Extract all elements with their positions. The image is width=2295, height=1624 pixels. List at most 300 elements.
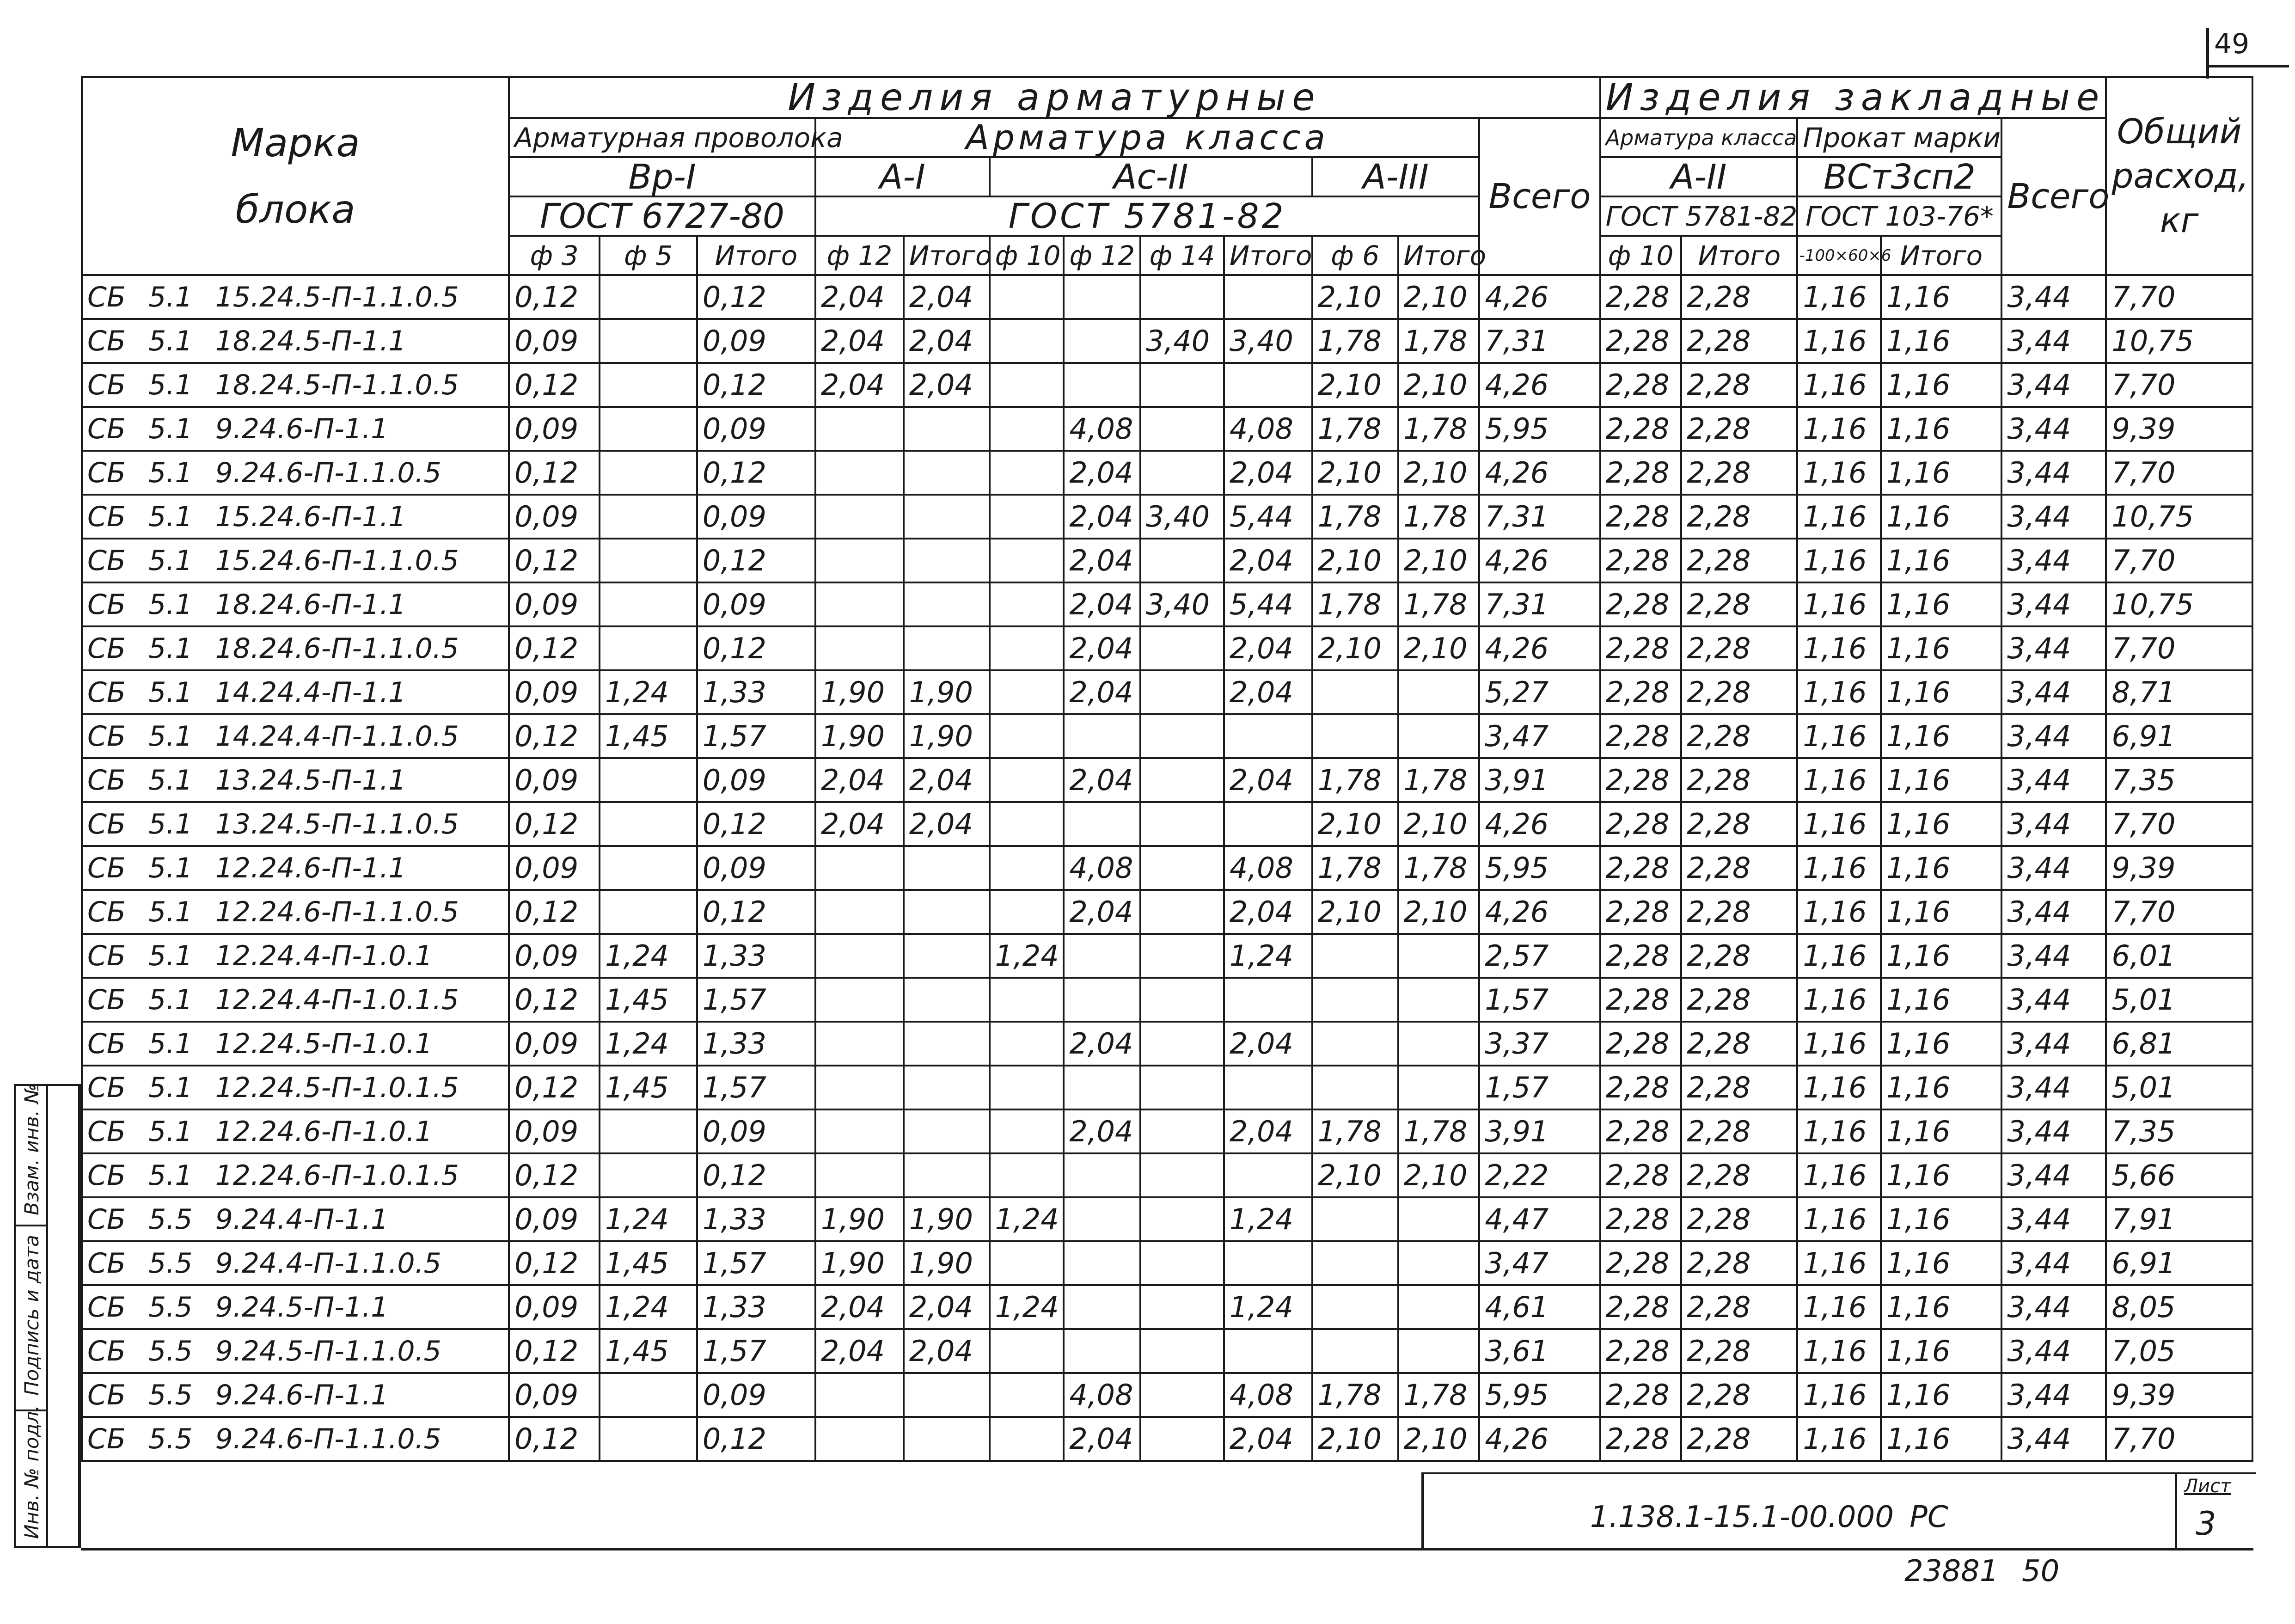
- table-cell: 1,24: [600, 1022, 697, 1066]
- table-cell: 1,33: [697, 1197, 815, 1241]
- table-cell: 5,01: [2106, 978, 2252, 1022]
- table-cell: 1,16: [1881, 319, 2001, 363]
- table-cell: 1,78: [1398, 495, 1480, 539]
- table-cell: 0,09: [509, 1022, 600, 1066]
- table-cell: [815, 1417, 904, 1461]
- table-cell: [990, 319, 1064, 363]
- table-cell: [1140, 758, 1224, 802]
- table-cell: 1,24: [600, 670, 697, 714]
- table-cell: 1,16: [1797, 495, 1881, 539]
- table-cell: [1224, 1329, 1312, 1373]
- table-cell: 10,75: [2106, 319, 2252, 363]
- block-mark: СБ 5.5 9.24.5-П-1.1: [82, 1285, 509, 1329]
- col-a3-total-header: Итого: [1398, 236, 1480, 275]
- table-cell: 2,04: [1224, 626, 1312, 670]
- table-row: [82, 1329, 2252, 1373]
- table-cell: [904, 539, 990, 582]
- table-cell: 4,08: [1224, 407, 1312, 451]
- table-cell: 2,28: [1681, 582, 1797, 626]
- table-cell: [600, 582, 697, 626]
- table-cell: 1,16: [1881, 495, 2001, 539]
- table-cell: [815, 582, 904, 626]
- table-cell: 1,24: [1224, 1197, 1312, 1241]
- table-cell: 2,10: [1312, 1153, 1398, 1197]
- table-cell: 1,16: [1797, 1417, 1881, 1461]
- table-cell: 1,16: [1881, 758, 2001, 802]
- table-cell: 2,28: [1681, 539, 1797, 582]
- table-cell: 2,28: [1600, 890, 1682, 934]
- reinforcing-wire-header: Арматурная проволока: [509, 118, 815, 157]
- table-cell: 5,95: [1479, 846, 1600, 890]
- table-cell: 1,16: [1797, 714, 1881, 758]
- table-cell: 3,44: [2001, 1066, 2106, 1109]
- table-cell: 0,09: [509, 846, 600, 890]
- table-cell: [904, 495, 990, 539]
- col-as2-d10-header: ф 10: [990, 236, 1064, 275]
- table-cell: 2,28: [1600, 1285, 1682, 1329]
- table-cell: [904, 1066, 990, 1109]
- as2-header: Ас-II: [990, 157, 1312, 196]
- table-cell: 2,28: [1681, 714, 1797, 758]
- table-cell: 2,04: [1224, 451, 1312, 495]
- table-cell: [1064, 1066, 1140, 1109]
- table-cell: 0,09: [509, 670, 600, 714]
- table-cell: 1,16: [1881, 890, 2001, 934]
- table-cell: 7,70: [2106, 451, 2252, 495]
- table-cell: 3,40: [1140, 319, 1224, 363]
- table-cell: 1,16: [1797, 1373, 1881, 1417]
- table-cell: 0,12: [509, 1329, 600, 1373]
- table-cell: [1064, 275, 1140, 319]
- table-cell: [600, 319, 697, 363]
- table-cell: 1,33: [697, 1022, 815, 1066]
- table-cell: [1398, 1329, 1480, 1373]
- table-cell: 0,12: [509, 1153, 600, 1197]
- table-cell: [1140, 451, 1224, 495]
- table-cell: 7,70: [2106, 363, 2252, 407]
- table-cell: [600, 1417, 697, 1461]
- table-cell: [1224, 363, 1312, 407]
- table-cell: 1,24: [1224, 934, 1312, 978]
- table-cell: 2,28: [1681, 275, 1797, 319]
- table-cell: 1,78: [1398, 846, 1480, 890]
- table-cell: 3,44: [2001, 714, 2106, 758]
- vr1-header: Вр-I: [509, 157, 815, 196]
- table-cell: 2,04: [904, 1285, 990, 1329]
- table-cell: 0,09: [697, 319, 815, 363]
- table-cell: 1,45: [600, 1241, 697, 1285]
- table-cell: 1,57: [697, 1066, 815, 1109]
- table-cell: 8,05: [2106, 1285, 2252, 1329]
- table-cell: 3,44: [2001, 1241, 2106, 1285]
- table-cell: 6,91: [2106, 1241, 2252, 1285]
- table-row: [82, 451, 2252, 495]
- table-cell: 1,16: [1797, 1109, 1881, 1153]
- table-cell: 4,26: [1479, 802, 1600, 846]
- table-cell: 2,04: [1224, 1109, 1312, 1153]
- table-cell: [904, 407, 990, 451]
- table-cell: 0,12: [509, 363, 600, 407]
- table-row: [82, 539, 2252, 582]
- embedded-products-header: Изделия закладные: [1600, 77, 2106, 118]
- table-cell: 1,16: [1797, 319, 1881, 363]
- table-cell: 2,04: [904, 802, 990, 846]
- table-cell: 2,04: [815, 363, 904, 407]
- table-cell: 1,78: [1398, 582, 1480, 626]
- table-cell: 1,16: [1881, 1153, 2001, 1197]
- table-cell: 1,24: [990, 934, 1064, 978]
- table-cell: [1064, 1285, 1140, 1329]
- table-cell: 2,04: [1224, 670, 1312, 714]
- col-as2-total-header: Итого: [1224, 236, 1312, 275]
- table-cell: 4,47: [1479, 1197, 1600, 1241]
- table-cell: 4,08: [1224, 846, 1312, 890]
- table-cell: 2,28: [1681, 846, 1797, 890]
- table-cell: [1398, 978, 1480, 1022]
- table-cell: 1,57: [697, 1329, 815, 1373]
- table-cell: 0,09: [509, 319, 600, 363]
- table-cell: [815, 1022, 904, 1066]
- table-cell: 2,10: [1312, 802, 1398, 846]
- table-cell: 1,16: [1797, 846, 1881, 890]
- table-cell: 7,70: [2106, 802, 2252, 846]
- table-cell: 2,04: [904, 319, 990, 363]
- table-cell: 9,39: [2106, 1373, 2252, 1417]
- table-cell: [990, 714, 1064, 758]
- table-cell: 2,57: [1479, 934, 1600, 978]
- table-cell: [600, 802, 697, 846]
- table-cell: 1,78: [1312, 846, 1398, 890]
- table-cell: 1,16: [1797, 1285, 1881, 1329]
- table-cell: 1,45: [600, 1066, 697, 1109]
- table-cell: [1064, 1241, 1140, 1285]
- table-cell: [1312, 1066, 1398, 1109]
- material-consumption-table: [81, 76, 2253, 1462]
- table-cell: 0,09: [697, 1373, 815, 1417]
- table-cell: 1,57: [1479, 1066, 1600, 1109]
- table-cell: 2,10: [1398, 626, 1480, 670]
- table-cell: 7,70: [2106, 626, 2252, 670]
- table-cell: [1140, 275, 1224, 319]
- table-cell: 2,28: [1600, 1329, 1682, 1373]
- table-cell: 2,10: [1398, 363, 1480, 407]
- table-cell: 3,44: [2001, 846, 2106, 890]
- table-cell: 1,78: [1312, 319, 1398, 363]
- col-a1-total-header: Итого: [904, 236, 990, 275]
- table-row: [82, 890, 2252, 934]
- table-cell: [904, 1022, 990, 1066]
- table-cell: [904, 626, 990, 670]
- table-cell: 5,66: [2106, 1153, 2252, 1197]
- block-mark: СБ 5.1 18.24.6-П-1.1.0.5: [82, 626, 509, 670]
- col-emb-d10-header: ф 10: [1600, 236, 1682, 275]
- table-cell: 1,16: [1881, 1285, 2001, 1329]
- table-cell: [1140, 1066, 1224, 1109]
- table-cell: 2,28: [1600, 1153, 1682, 1197]
- table-cell: 1,16: [1797, 1022, 1881, 1066]
- table-row: [82, 978, 2252, 1022]
- block-mark: СБ 5.1 9.24.6-П-1.1.0.5: [82, 451, 509, 495]
- table-cell: 1,16: [1881, 978, 2001, 1022]
- table-cell: 2,28: [1600, 363, 1682, 407]
- emb-gost-5781-header: ГОСТ 5781-82: [1600, 196, 1798, 236]
- table-cell: 2,28: [1600, 934, 1682, 978]
- table-cell: 0,12: [509, 890, 600, 934]
- table-cell: 1,45: [600, 1329, 697, 1373]
- table-cell: [1064, 714, 1140, 758]
- table-cell: [1398, 1285, 1480, 1329]
- table-cell: 0,12: [509, 1417, 600, 1461]
- embedded-total-header: Всего: [2001, 118, 2106, 275]
- table-cell: 2,04: [1064, 451, 1140, 495]
- block-mark: СБ 5.5 9.24.4-П-1.1.0.5: [82, 1241, 509, 1285]
- table-cell: [815, 495, 904, 539]
- table-cell: 4,08: [1064, 846, 1140, 890]
- table-cell: 1,16: [1881, 539, 2001, 582]
- table-cell: 1,16: [1881, 846, 2001, 890]
- table-cell: 1,57: [697, 1241, 815, 1285]
- table-row: [82, 495, 2252, 539]
- table-cell: 7,35: [2106, 758, 2252, 802]
- table-cell: 1,16: [1797, 934, 1881, 978]
- table-cell: 1,90: [815, 1197, 904, 1241]
- table-cell: 2,04: [1224, 890, 1312, 934]
- table-cell: 0,12: [697, 802, 815, 846]
- a1-header: А-I: [815, 157, 990, 196]
- table-cell: [600, 758, 697, 802]
- table-cell: 1,33: [697, 1285, 815, 1329]
- table-cell: 0,09: [697, 582, 815, 626]
- table-cell: [1312, 714, 1398, 758]
- table-cell: 2,28: [1600, 670, 1682, 714]
- table-cell: 3,44: [2001, 1285, 2106, 1329]
- block-mark: СБ 5.1 12.24.4-П-1.0.1.5: [82, 978, 509, 1022]
- table-cell: [904, 1417, 990, 1461]
- table-cell: 1,90: [904, 1197, 990, 1241]
- table-cell: [990, 1022, 1064, 1066]
- table-cell: 2,04: [815, 1329, 904, 1373]
- table-cell: 2,28: [1600, 714, 1682, 758]
- table-cell: 3,40: [1224, 319, 1312, 363]
- table-cell: [1312, 934, 1398, 978]
- table-cell: 0,12: [509, 451, 600, 495]
- table-cell: 1,16: [1881, 1241, 2001, 1285]
- table-cell: 1,24: [600, 1197, 697, 1241]
- table-cell: 2,10: [1312, 1417, 1398, 1461]
- table-cell: 2,28: [1600, 407, 1682, 451]
- table-cell: 2,28: [1600, 1417, 1682, 1461]
- col-wire-total-header: Итого: [697, 236, 815, 275]
- table-cell: 2,28: [1600, 758, 1682, 802]
- block-mark: СБ 5.1 13.24.5-П-1.1: [82, 758, 509, 802]
- a3-header: А-III: [1312, 157, 1480, 196]
- table-cell: [990, 275, 1064, 319]
- table-cell: 2,28: [1681, 758, 1797, 802]
- table-cell: 1,24: [600, 934, 697, 978]
- table-cell: 0,09: [697, 495, 815, 539]
- table-cell: 3,44: [2001, 890, 2106, 934]
- table-cell: [815, 978, 904, 1022]
- table-cell: 2,10: [1312, 363, 1398, 407]
- table-cell: [600, 363, 697, 407]
- table-row: [82, 1109, 2252, 1153]
- table-cell: [904, 582, 990, 626]
- table-cell: 2,28: [1681, 890, 1797, 934]
- table-cell: 3,44: [2001, 758, 2106, 802]
- table-cell: 2,28: [1600, 1066, 1682, 1109]
- table-cell: [1224, 714, 1312, 758]
- table-cell: 2,28: [1600, 1197, 1682, 1241]
- table-cell: [815, 539, 904, 582]
- table-cell: 1,78: [1312, 495, 1398, 539]
- table-cell: 1,57: [697, 978, 815, 1022]
- table-cell: 0,12: [697, 1417, 815, 1461]
- table-cell: 4,08: [1064, 1373, 1140, 1417]
- table-cell: 0,12: [697, 890, 815, 934]
- block-mark: СБ 5.1 18.24.5-П-1.1.0.5: [82, 363, 509, 407]
- table-cell: 2,10: [1312, 451, 1398, 495]
- table-cell: 9,39: [2106, 846, 2252, 890]
- table-cell: 3,40: [1140, 495, 1224, 539]
- table-cell: 7,91: [2106, 1197, 2252, 1241]
- table-row: [82, 1241, 2252, 1285]
- table-cell: 1,16: [1881, 363, 2001, 407]
- page-number-border: [2206, 65, 2289, 67]
- table-cell: 4,26: [1479, 275, 1600, 319]
- table-cell: [990, 495, 1064, 539]
- table-cell: 2,10: [1398, 802, 1480, 846]
- table-cell: 2,28: [1600, 319, 1682, 363]
- table-cell: 2,04: [1064, 1022, 1140, 1066]
- table-cell: [990, 758, 1064, 802]
- table-cell: 1,16: [1881, 275, 2001, 319]
- table-cell: 1,57: [697, 714, 815, 758]
- table-cell: 1,57: [1479, 978, 1600, 1022]
- table-cell: 0,12: [509, 539, 600, 582]
- block-mark: СБ 5.1 12.24.6-П-1.0.1.5: [82, 1153, 509, 1197]
- table-cell: 3,44: [2001, 582, 2106, 626]
- table-cell: 1,78: [1312, 582, 1398, 626]
- table-cell: 7,70: [2106, 1417, 2252, 1461]
- table-cell: 1,78: [1398, 407, 1480, 451]
- table-cell: 2,28: [1600, 802, 1682, 846]
- table-cell: 5,27: [1479, 670, 1600, 714]
- table-cell: 1,16: [1797, 407, 1881, 451]
- inv-orig-label: Инв. № подл.: [20, 1405, 43, 1539]
- table-cell: 1,16: [1881, 1417, 2001, 1461]
- table-cell: 2,10: [1398, 539, 1480, 582]
- table-cell: [904, 978, 990, 1022]
- table-row: [82, 714, 2252, 758]
- table-cell: 6,01: [2106, 934, 2252, 978]
- table-cell: [600, 626, 697, 670]
- block-mark: СБ 5.1 9.24.6-П-1.1: [82, 407, 509, 451]
- table-cell: 5,44: [1224, 582, 1312, 626]
- table-cell: [1064, 363, 1140, 407]
- table-cell: 0,09: [509, 758, 600, 802]
- table-cell: [600, 539, 697, 582]
- table-cell: 3,44: [2001, 626, 2106, 670]
- table-cell: [990, 1109, 1064, 1153]
- table-cell: 2,28: [1681, 1285, 1797, 1329]
- table-cell: [990, 1241, 1064, 1285]
- sheet-number: 3: [2196, 1505, 2216, 1543]
- table-cell: 2,10: [1312, 626, 1398, 670]
- table-cell: 3,44: [2001, 934, 2106, 978]
- table-cell: [815, 1109, 904, 1153]
- table-cell: [600, 1109, 697, 1153]
- block-mark: СБ 5.1 12.24.6-П-1.1.0.5: [82, 890, 509, 934]
- table-cell: 1,16: [1881, 626, 2001, 670]
- table-cell: [1312, 1329, 1398, 1373]
- table-cell: 2,04: [1064, 670, 1140, 714]
- table-body: [82, 275, 2252, 1461]
- table-cell: 2,28: [1600, 978, 1682, 1022]
- table-cell: 2,04: [815, 758, 904, 802]
- table-cell: 2,10: [1398, 451, 1480, 495]
- table-cell: 2,04: [904, 758, 990, 802]
- table-cell: 2,10: [1398, 1153, 1480, 1197]
- rolled-grade-header: Прокат марки: [1797, 118, 2001, 157]
- table-cell: 1,78: [1312, 758, 1398, 802]
- table-cell: [815, 1373, 904, 1417]
- table-cell: [1398, 670, 1480, 714]
- table-cell: 3,44: [2001, 275, 2106, 319]
- table-cell: 0,09: [509, 582, 600, 626]
- table-row: [82, 1153, 2252, 1197]
- table-cell: 3,40: [1140, 582, 1224, 626]
- table-cell: 2,28: [1681, 1022, 1797, 1066]
- table-cell: [1140, 890, 1224, 934]
- table-cell: [600, 846, 697, 890]
- col-as2-d12-header: ф 12: [1064, 236, 1140, 275]
- table-cell: 0,12: [509, 978, 600, 1022]
- emb-a2-header: А-II: [1600, 157, 1798, 196]
- table-cell: 3,44: [2001, 1373, 2106, 1417]
- table-cell: [815, 846, 904, 890]
- table-cell: 3,44: [2001, 1329, 2106, 1373]
- block-mark: СБ 5.1 14.24.4-П-1.1: [82, 670, 509, 714]
- block-mark: СБ 5.5 9.24.5-П-1.1.0.5: [82, 1329, 509, 1373]
- table-cell: [1140, 363, 1224, 407]
- table-cell: 4,26: [1479, 539, 1600, 582]
- table-cell: 2,28: [1600, 1241, 1682, 1285]
- table-cell: [1140, 934, 1224, 978]
- table-cell: [600, 890, 697, 934]
- table-cell: [1140, 626, 1224, 670]
- table-cell: 1,90: [904, 670, 990, 714]
- table-cell: [1140, 714, 1224, 758]
- table-cell: [600, 275, 697, 319]
- block-mark: СБ 5.5 9.24.6-П-1.1: [82, 1373, 509, 1417]
- table-cell: [1064, 934, 1140, 978]
- table-cell: 2,28: [1681, 1153, 1797, 1197]
- table-cell: 1,16: [1881, 1373, 2001, 1417]
- table-cell: 2,28: [1681, 670, 1797, 714]
- gost-6727-header: ГОСТ 6727-80: [509, 196, 815, 236]
- table-cell: 1,16: [1881, 934, 2001, 978]
- table-cell: [1140, 1022, 1224, 1066]
- table-row: [82, 1022, 2252, 1066]
- table-cell: 1,78: [1398, 319, 1480, 363]
- table-cell: [1140, 846, 1224, 890]
- table-cell: 2,28: [1600, 451, 1682, 495]
- col-d3-header: ф 3: [509, 236, 600, 275]
- table-cell: 3,61: [1479, 1329, 1600, 1373]
- table-cell: [990, 890, 1064, 934]
- mark-header: Марка блока: [82, 77, 509, 275]
- table-cell: 2,28: [1681, 319, 1797, 363]
